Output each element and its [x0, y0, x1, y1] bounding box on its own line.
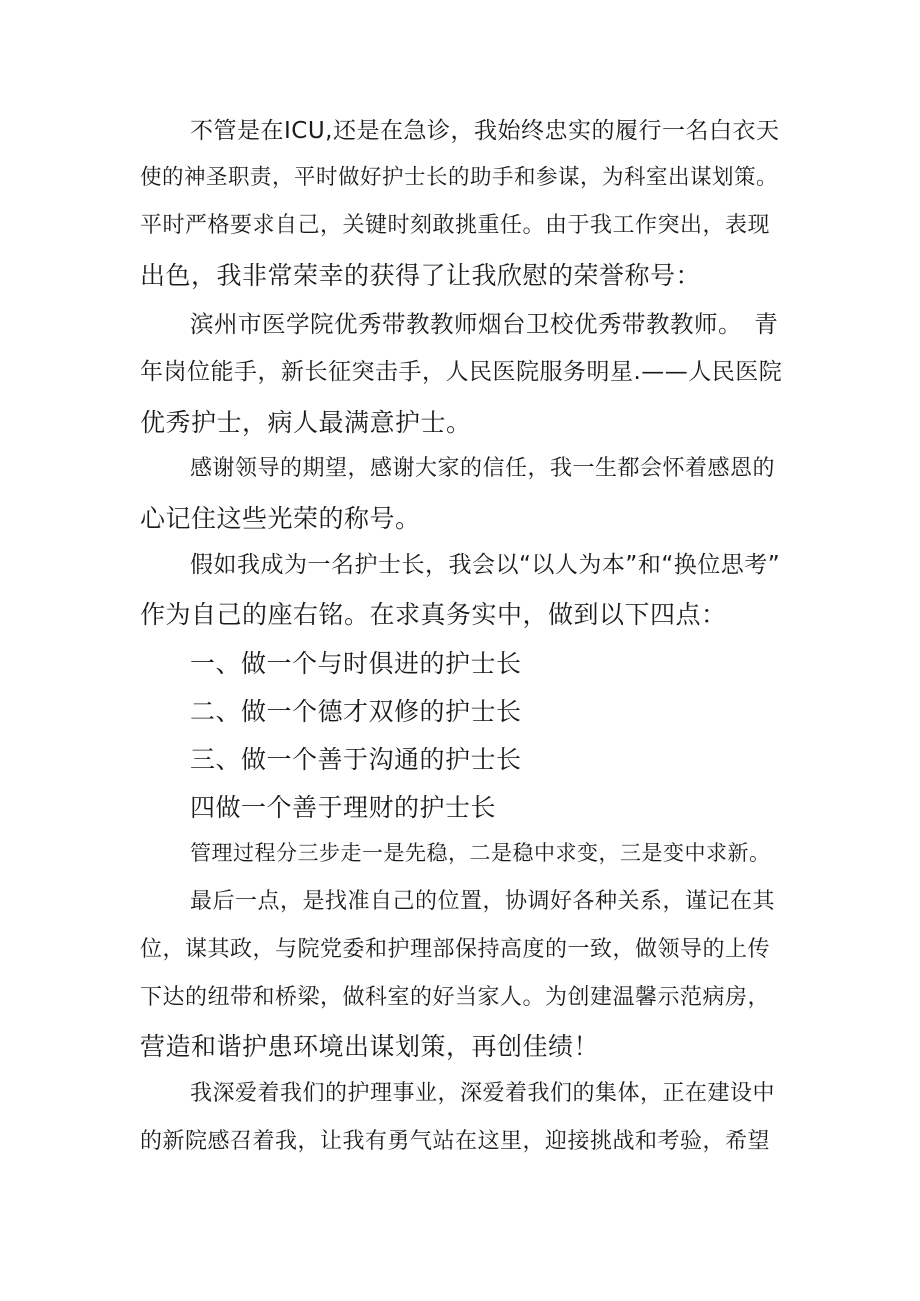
text-line: 年岗位能手，新长征突击手，人民医院服务明星.——人民医院: [140, 359, 783, 385]
list-item: 三、做一个善于沟通的护士长: [190, 745, 522, 774]
text-line: 出色，我非常荣幸的获得了让我欣慰的荣誉称号：: [140, 261, 702, 290]
text-line: 我深爱着我们的护理事业，深爱着我们的集体，正在建设中: [190, 1081, 776, 1106]
text-line: 的新院感召着我，让我有勇气站在这里，迎接挑战和考验，希望: [140, 1129, 771, 1154]
list-item: 四做一个善于理财的护士长: [190, 793, 497, 822]
text-line: 优秀护士，病人最满意护士。: [140, 408, 472, 437]
text-line: 不管是在ICU,还是在急诊，我始终忠实的履行一名白衣天: [190, 118, 780, 144]
text-line: 使的神圣职责，平时做好护士长的助手和参谋，为科室出谋划策。: [140, 165, 779, 190]
text-line: 心记住这些光荣的称号。: [140, 504, 421, 533]
text-line: 感谢领导的期望，感谢大家的信任，我一生都会怀着感恩的: [190, 456, 776, 481]
text-line: 营造和谐护患环境出谋划策，再创佳绩！: [140, 1032, 600, 1061]
text-line: 作为自己的座右铭。在求真务实中，做到以下四点：: [140, 600, 727, 629]
text-line: 假如我成为一名护士长，我会以“以人为本”和“换位思考”: [190, 552, 781, 578]
text-line: 最后一点，是找准自己的位置，协调好各种关系，谨记在其: [190, 889, 776, 914]
list-item: 一、做一个与时俱进的护士长: [190, 649, 522, 678]
text-line: 平时严格要求自己，关键时刻敢挑重任。由于我工作突出，表现: [140, 213, 771, 238]
text-line: 管理过程分三步走一是先稳，二是稳中求变，三是变中求新。: [190, 841, 771, 865]
text-line: 下达的纽带和桥梁，做科室的好当家人。为创建温馨示范病房，: [140, 985, 771, 1010]
list-item: 二、做一个德才双修的护士长: [190, 697, 522, 726]
text-line: 位，谋其政，与院党委和护理部保持高度的一致，做领导的上传: [140, 937, 771, 962]
text-line: 滨州市医学院优秀带教教师烟台卫校优秀带教教师。 青: [190, 310, 779, 338]
